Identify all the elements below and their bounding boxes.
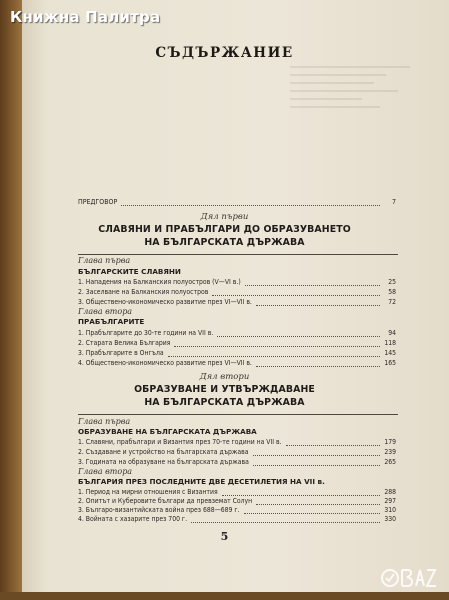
leader-dots [121,204,380,206]
part-1-chapter-2-label: Глава втора [78,307,133,316]
toc-entry-page: 288 [384,488,396,496]
toc-entry [78,514,396,525]
toc-entry-text: 2. Старата Велика България [78,339,171,347]
part-1-title-line-1: СЛАВЯНИ И ПРАБЪЛГАРИ ДО ОБРАЗУВАНЕТО [98,224,351,235]
part-2-rule [78,414,398,415]
leader-dots [256,304,380,306]
part-2-chapter-2-label: Глава втора [78,467,133,476]
leader-dots [245,284,380,286]
part-2-label: Дял втори [199,372,250,382]
toc-entry-text: 1. Прабългарите до 30-те години на VII в. [78,329,214,337]
toc-entry-page: 297 [384,497,396,505]
toc-entry-page: 145 [384,349,396,357]
part-2-chapter-1-label: Глава първа [78,417,131,426]
toc-entry-text: 4. Войната с хазарите през 700 г. [78,515,188,523]
toc-entry-text: 2. Създаване и устройство на българската държава [78,448,249,456]
toc-entry-text: 1. Нападения на Балканския полуостров (V—VI в.) [78,278,241,286]
part-1-chapter-1-label: Глава първа [78,256,131,265]
toc-entry-page: 118 [384,339,396,347]
part-1-rule [78,254,398,255]
toc-entry-page: 72 [388,298,396,306]
leader-dots [174,345,380,347]
toc-entry-text: 3. Обществено-икономическо развитие през VI—VII в. [78,298,252,306]
leader-dots [253,454,380,456]
part-2-title-line-2: НА БЪЛГАРСКАТА ДЪРЖАВА [144,397,305,408]
shop-watermark: Книжна Палитра [10,8,161,26]
toc-entry-text: 2. Опитът и Куберовите българи да превземат Солун [78,497,253,505]
toc-entry-text: 3. Българо-византийската война през 688—689 г. [78,506,240,514]
toc-entry-page: 310 [384,506,396,514]
toc-preface-page: 7 [391,198,396,206]
toc-entry-page: 239 [384,448,396,456]
toc-entry [78,358,396,369]
toc-entry-text: 4. Обществено-икономическо развитие през VI—VII в. [78,359,252,367]
part-1-label: Дял първи [200,212,249,222]
toc-entry-page: 330 [384,515,396,523]
part-2-chapter-1-title: ОБРАЗУВАНЕ НА БЪЛГАРСКАТА ДЪРЖАВА [78,427,257,436]
bleed-through-text [290,60,410,140]
toc-entry-text: 3. Прабългарите в Онгъла [78,349,164,357]
toc-entry-page: 25 [388,278,396,286]
part-2-title-line-1: ОБРАЗУВАНЕ И УТВЪРЖДАВАНЕ [134,384,315,395]
toc-preface-row [78,197,396,208]
part-1-chapter-1-title: БЪЛГАРСКИТЕ СЛАВЯНИ [78,267,181,276]
toc-entry-text: 1. Период на мирни отношения с Византия [78,488,218,496]
bazar-logo-icon [380,560,444,594]
leader-dots [253,464,380,466]
toc-entry-page: 265 [384,458,396,466]
toc-entry-page: 179 [384,438,396,446]
toc-entry-page: 94 [388,329,396,337]
toc-entry-text: 2. Заселване на Балканския полуостров [78,288,209,296]
toc-title: СЪДЪРЖАНИЕ [155,45,294,61]
part-1-title-line-2: НА БЪЛГАРСКАТА ДЪРЖАВА [144,237,305,248]
page-number: 5 [220,530,229,543]
part-1-chapter-2-title: ПРАБЪЛГАРИТЕ [78,317,145,326]
toc-entry-text: 1. Славяни, прабългари и Византия през 70-те години на VII в. [78,438,282,446]
toc-preface-label: ПРЕДГОВОР [78,198,118,206]
leader-dots [256,365,380,367]
leader-dots [217,335,380,337]
leader-dots [212,294,380,296]
toc-entry-text: 3. Годината на образуване на българската държава [78,458,249,466]
leader-dots [191,521,380,523]
toc-entry-page: 165 [384,359,396,367]
leader-dots [286,444,380,446]
leader-dots [168,355,380,357]
part-2-chapter-2-title: БЪЛГАРИЯ ПРЕЗ ПОСЛЕДНИТЕ ДВЕ ДЕСЕТИЛЕТИЯ НА VII в. [78,477,325,486]
toc-entry-page: 58 [388,288,396,296]
